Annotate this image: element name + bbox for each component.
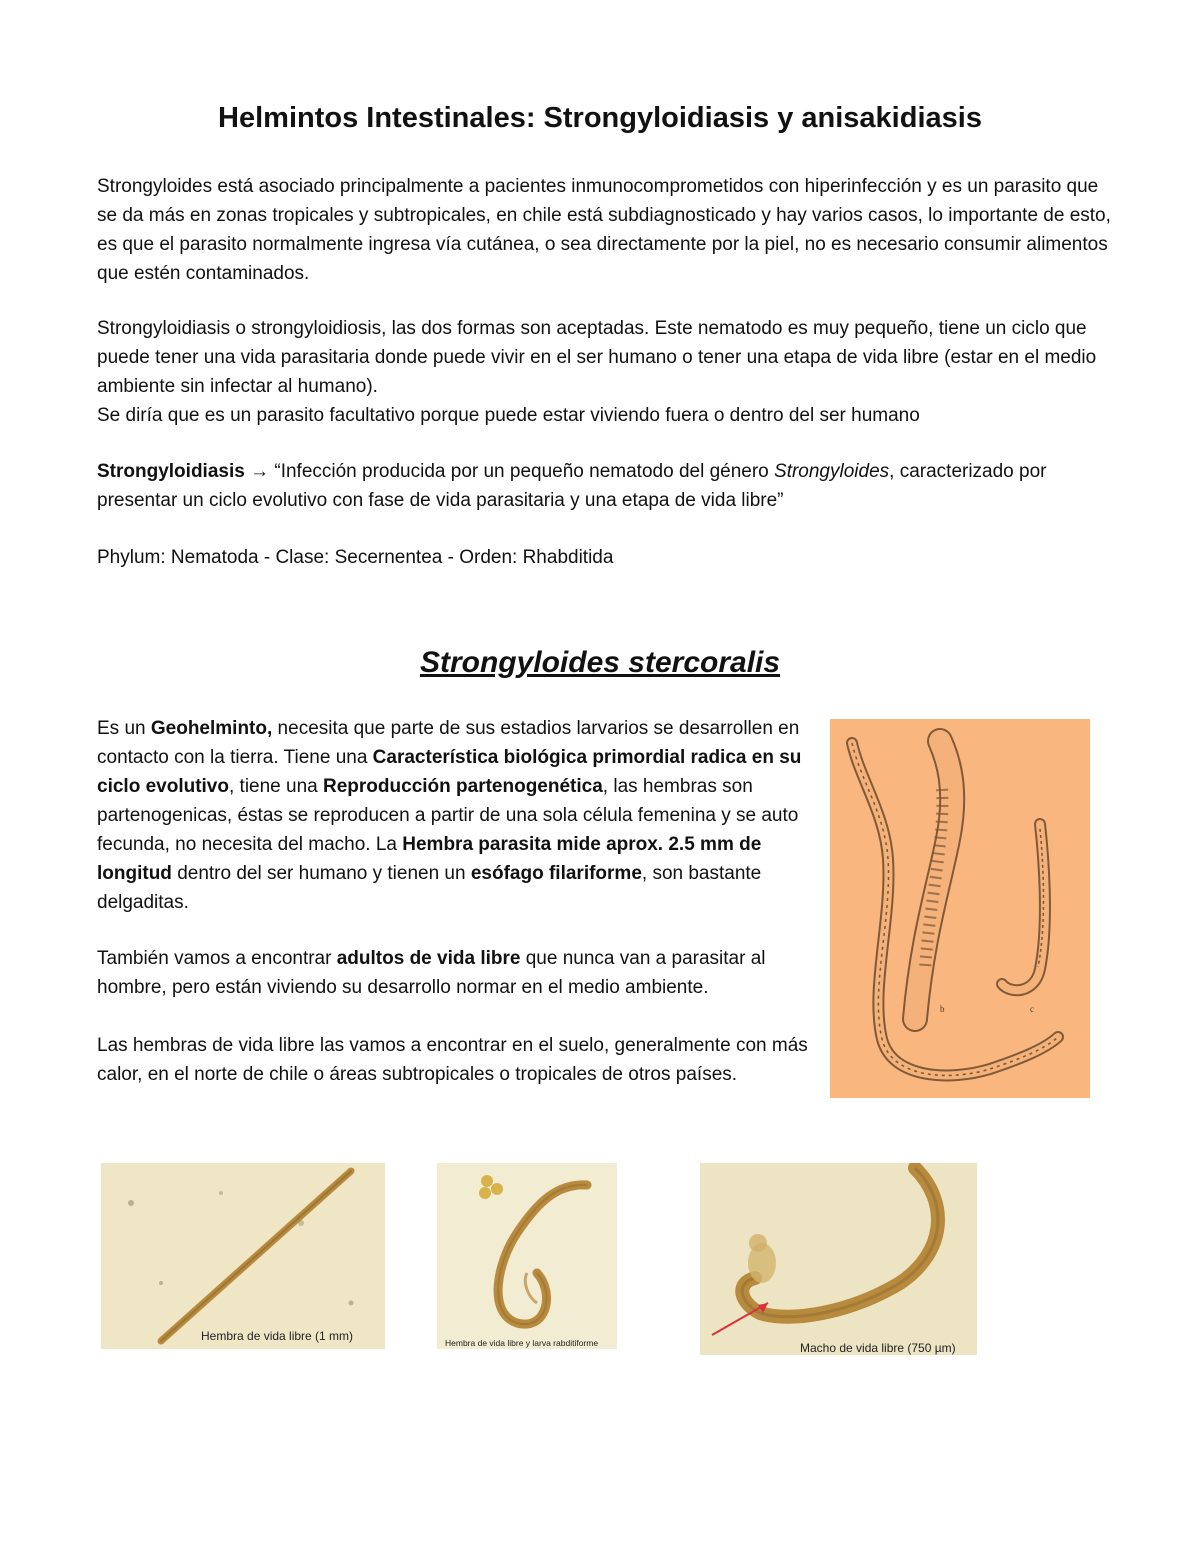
micrograph-image-2 [437,1163,617,1349]
micrograph-image-3 [700,1163,977,1355]
text-run: , tiene una [228,776,324,797]
strongyloidiasis-definition [97,457,1117,515]
caption-female-free-living: Hembra de vida libre (1 mm) [201,1329,354,1343]
definition-text-1: “Infección producida por un pequeño nematodo del género [269,461,775,482]
micrograph-female-free-living [101,1163,385,1349]
bold-run: esófago filariforme [470,863,642,884]
drawing-label-b: b [940,1004,945,1014]
bold-run: adultos de vida libre [336,948,521,969]
document-title: Helmintos Intestinales: Strongyloidiasis y anisakidiasis [218,102,982,134]
geohelminto-paragraph [97,714,817,917]
text-run: necesita que parte de sus estadios larvarios se desarrollen en contacto con la tierra. Tiene una [97,718,800,768]
free-living-paragraph [97,944,817,1002]
definition-text-2: , caracterizado por presentar un ciclo evolutivo con fase de vida parasitaria y una etapa de vida libre” [97,461,1047,511]
text-run: , las hembras son partenogenicas, éstas se reproducen a partir de una sola célula femenina y se auto fecunda, no necesita del macho. La [97,776,799,855]
bold-run: Reproducción partenogenética [323,776,603,797]
micrograph-male-free-living [700,1163,977,1355]
text-run: , son bastante delgaditas. [97,863,762,913]
definition-genus: Strongyloides [774,461,890,482]
text-run: que nunca van a parasitar al hombre, pero están viviendo su desarrollo normar en el medio ambiente. [97,948,766,998]
bold-run: Característica biológica primordial radica en su ciclo evolutivo [97,747,802,797]
facultative-paragraph: Se diría que es un parasito facultativo porque puede estar viviendo fuera o dentro del ser humano [97,405,920,426]
intro-paragraph: Strongyloides está asociado principalmente a pacientes inmunocomprometidos con hiperinfección y es un parasito que se da más en zonas tropicales y subtropicales, en chile está subdiagnosticado y hay varios casos, lo importante de esto, es que el parasito normalmente ingresa vía cutánea, o sea directamente por la piel, no es necesario consumir alimentos que estén contaminados. [97,176,1111,284]
bold-run: Hembra parasita mide aprox. 2.5 mm de longitud [97,834,762,884]
micrograph-female-and-larva [437,1163,617,1349]
bold-run: Geohelminto, [150,718,273,739]
text-run: dentro del ser humano y tienen un [171,863,471,884]
micrograph-image-1 [101,1163,385,1349]
arrow-icon: → [250,461,270,482]
definition-paragraph: Strongyloidiasis o strongyloidiosis, las dos formas son aceptadas. Este nematodo es muy pequeño, tiene un ciclo que puede tener una vida parasitaria donde puede vivir en el ser humano o tener una etapa de vida libre (estar en el medio ambiente sin infectar al humano). [97,318,1097,397]
soil-paragraph: Las hembras de vida libre las vamos a encontrar en el suelo, generalmente con más calor, en el norte de chile o áreas subtropicales o tropicales de otros países. [97,1035,808,1085]
caption-female-and-larva: Hembra de vida libre y larva rabditiforme [445,1338,599,1348]
nematode-drawing [830,719,1090,1098]
taxonomy-line: Phylum: Nematoda - Clase: Secernentea - Orden: Rhabditida [97,547,614,568]
drawing-label-c: c [1030,1004,1034,1014]
caption-male-free-living: Macho de vida libre (750 µm) [800,1341,956,1355]
section-title: Strongyloides stercoralis [419,646,781,679]
text-run: También vamos a encontrar [97,948,337,969]
strongyloides-drawing-figure [830,719,1090,1098]
definition-term: Strongyloidiasis [97,461,245,482]
text-run: Es un [97,718,151,739]
